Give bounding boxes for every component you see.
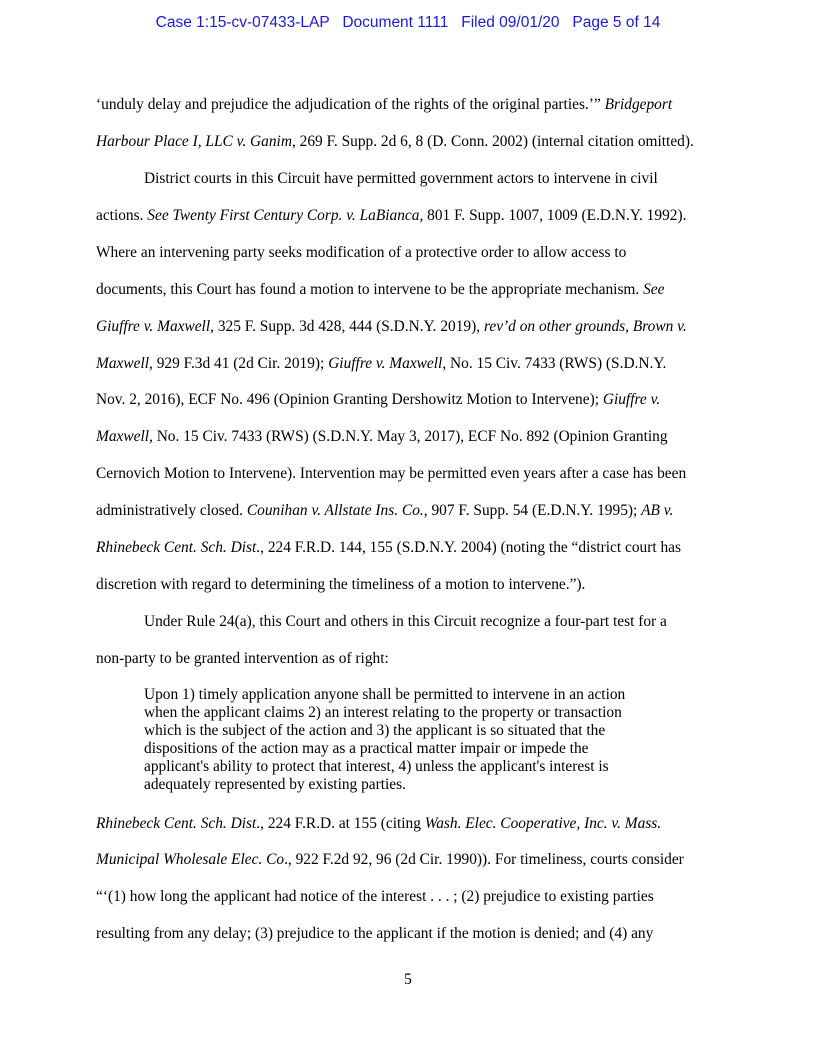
quote-line: Upon 1) timely application anyone shall be permitted to intervene in an action xyxy=(144,686,626,703)
case-number: Case 1:15-cv-07433-LAP xyxy=(155,14,330,31)
page-number: 5 xyxy=(404,971,412,988)
body-line: documents, this Court has found a motion to intervene to be the appropriate mechanism. See xyxy=(96,281,665,298)
body-line: actions. See Twenty First Century Corp. v. LaBianca, 801 F. Supp. 1007, 1009 (E.D.N.Y. 1992). xyxy=(96,207,687,224)
quote-line: which is the subject of the action and 3) the applicant is so situated that the xyxy=(144,722,606,739)
body-line: “‘(1) how long the applicant had notice of the interest . . . ; (2) prejudice to existing parties xyxy=(96,888,654,905)
body-line: Under Rule 24(a), this Court and others in this Circuit recognize a four-part test for a xyxy=(144,613,667,630)
body-line: non-party to be granted intervention as of right: xyxy=(96,650,389,667)
body-line: discretion with regard to determining the timeliness of a motion to intervene.”). xyxy=(96,576,586,593)
body-line: Giuffre v. Maxwell, 325 F. Supp. 3d 428, 444 (S.D.N.Y. 2019), rev’d on other grounds, Brown v. xyxy=(96,318,687,335)
body-line: District courts in this Circuit have permitted government actors to intervene in civil xyxy=(144,170,658,187)
body-line: Nov. 2, 2016), ECF No. 496 (Opinion Granting Dershowitz Motion to Intervene); Giuffre v. xyxy=(96,391,661,408)
case-header xyxy=(0,14,816,32)
filed-date: Filed 09/01/20 xyxy=(461,14,560,31)
body-line: Harbour Place I, LLC v. Ganim, 269 F. Supp. 2d 6, 8 (D. Conn. 2002) (internal citation omitted). xyxy=(96,133,694,150)
body-line: Cernovich Motion to Intervene). Intervention may be permitted even years after a case has been xyxy=(96,465,687,482)
body-line: ‘unduly delay and prejudice the adjudication of the rights of the original parties.’” Bridgeport xyxy=(96,96,673,113)
body-line: Where an intervening party seeks modification of a protective order to allow access to xyxy=(96,244,627,261)
body-line: resulting from any delay; (3) prejudice to the applicant if the motion is denied; and (4) any xyxy=(96,925,654,942)
body-line: Maxwell, 929 F.3d 41 (2d Cir. 2019); Giuffre v. Maxwell, No. 15 Civ. 7433 (RWS) (S.D.N.Y. xyxy=(96,355,667,372)
body-line: Rhinebeck Cent. Sch. Dist., 224 F.R.D. at 155 (citing Wash. Elec. Cooperative, Inc. v. Mass. xyxy=(96,815,662,832)
body-line: Rhinebeck Cent. Sch. Dist., 224 F.R.D. 144, 155 (S.D.N.Y. 2004) (noting the “district court has xyxy=(96,539,681,556)
quote-line: dispositions of the action may as a practical matter impair or impede the xyxy=(144,740,589,757)
page-indicator: Page 5 of 14 xyxy=(572,14,661,31)
body-line: Maxwell, No. 15 Civ. 7433 (RWS) (S.D.N.Y. May 3, 2017), ECF No. 892 (Opinion Granting xyxy=(96,428,668,445)
quote-line: applicant's ability to protect that interest, 4) unless the applicant's interest is xyxy=(144,758,609,775)
body-line: administratively closed. Counihan v. Allstate Ins. Co., 907 F. Supp. 54 (E.D.N.Y. 1995); AB v. xyxy=(96,502,674,519)
document-number: Document 1111 xyxy=(342,14,449,31)
quote-line: when the applicant claims 2) an interest relating to the property or transaction xyxy=(144,704,622,721)
body-line: Municipal Wholesale Elec. Co., 922 F.2d 92, 96 (2d Cir. 1990)). For timeliness, courts consider xyxy=(96,851,684,868)
quote-line: adequately represented by existing parties. xyxy=(144,776,406,793)
